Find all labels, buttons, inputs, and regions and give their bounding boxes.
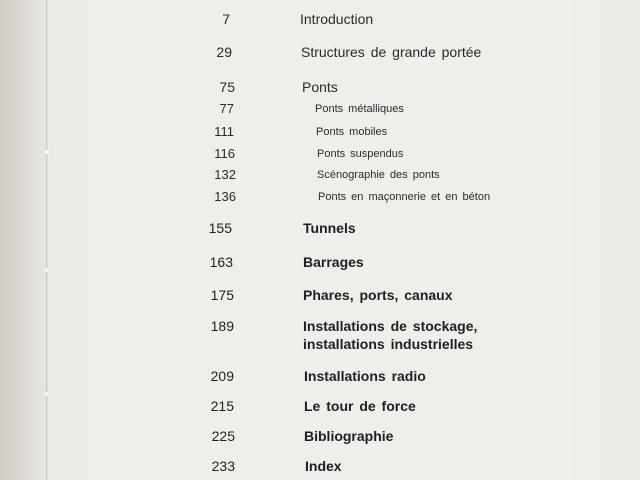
toc-entry-tour-de-force <box>0 398 640 418</box>
toc-page-number: 225 <box>211 428 235 444</box>
toc-entry-title: Ponts <box>302 79 338 95</box>
toc-page-number: 175 <box>210 287 234 303</box>
toc-entry-title: Phares, ports, canaux <box>303 287 453 303</box>
toc-entry-bibliographie <box>0 428 640 448</box>
toc-entry-barrages <box>0 254 640 274</box>
toc-entry-title: Ponts mobiles <box>316 126 388 138</box>
toc-subentry-ponts-suspendus <box>0 146 640 166</box>
toc-entry-title: Scénographie des ponts <box>317 169 440 181</box>
binding-stitch <box>44 392 50 396</box>
toc-entry-title: Bibliographie <box>304 428 394 444</box>
toc-entry-title-continuation: installations industrielles <box>303 336 474 352</box>
toc-entry-index <box>0 458 640 478</box>
toc-entry-title: Ponts suspendus <box>317 148 404 160</box>
toc-entry-title: Tunnels <box>303 220 356 236</box>
toc-page-number: 136 <box>214 189 236 204</box>
toc-entry-title: Ponts en maçonnerie et en béton <box>318 191 491 203</box>
toc-page-number: 233 <box>211 458 235 474</box>
toc-entry-structures <box>0 44 640 64</box>
toc-entry-title: Barrages <box>303 254 364 270</box>
toc-page-number: 132 <box>214 167 236 182</box>
toc-page-number: 215 <box>210 398 234 414</box>
toc-page-number: 155 <box>208 220 232 236</box>
toc-page-number: 29 <box>216 44 232 60</box>
toc-subentry-scenographie <box>0 167 640 187</box>
toc-entry-phares <box>0 287 640 307</box>
toc-page-number: 7 <box>222 11 230 27</box>
toc-page-number: 209 <box>210 368 234 384</box>
toc-subentry-maconnerie-beton <box>0 189 640 209</box>
toc-entry-introduction <box>0 11 640 31</box>
toc-page-number: 163 <box>209 254 233 270</box>
toc-entry-installations-radio <box>0 368 640 388</box>
toc-subentry-ponts-mobiles <box>0 124 640 144</box>
toc-page-number: 111 <box>214 124 234 139</box>
toc-entry-title: Le tour de force <box>304 398 416 414</box>
toc-entry-title: Structures de grande portée <box>301 44 482 60</box>
toc-entry-title: Installations de stockage, <box>303 318 478 334</box>
toc-page-number: 77 <box>219 101 234 116</box>
toc-entry-installations-stockage <box>0 318 640 358</box>
toc-entry-title: Introduction <box>300 11 374 27</box>
toc-page-number: 116 <box>214 146 235 161</box>
toc-entry-title: Ponts métalliques <box>315 103 404 115</box>
toc-entry-title: Installations radio <box>304 368 426 384</box>
toc-page-number: 75 <box>219 79 235 95</box>
toc-entry-title: Index <box>305 458 342 474</box>
toc-entry-ponts <box>0 79 640 99</box>
toc-subentry-ponts-metalliques <box>0 101 640 121</box>
toc-page-number: 189 <box>210 318 234 334</box>
toc-entry-tunnels <box>0 220 640 240</box>
